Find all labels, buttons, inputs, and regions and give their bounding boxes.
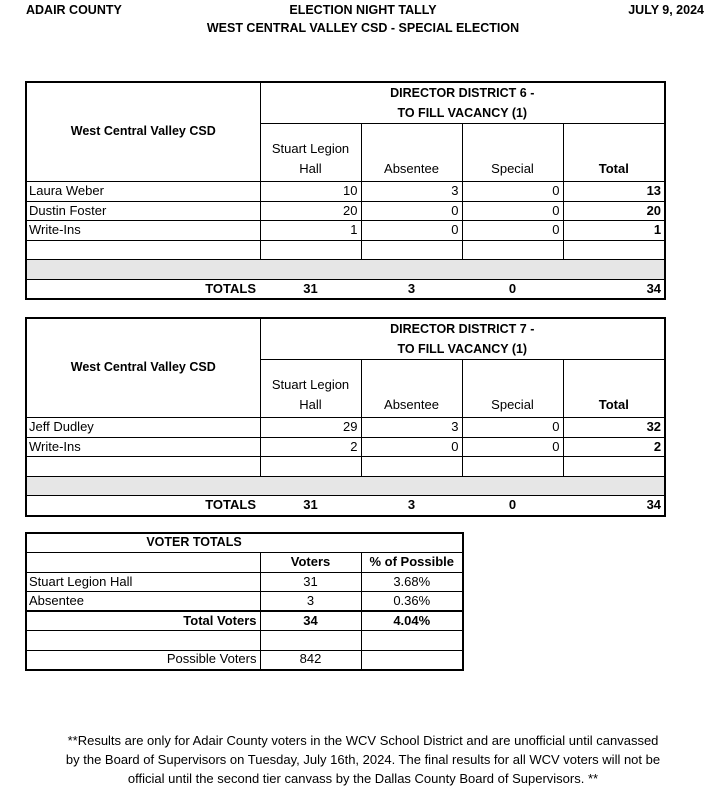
totals-row <box>26 496 665 516</box>
election-date: JULY 9, 2024 <box>628 3 704 17</box>
race-title-line2: TO FILL VACANCY (1) <box>397 106 528 120</box>
candidate-name: Laura Weber <box>26 182 260 202</box>
candidate-name: Dustin Foster <box>26 201 260 221</box>
totals-label: TOTALS <box>26 496 260 516</box>
possible-voters-label: Possible Voters <box>26 650 260 670</box>
possible-voters-value: 842 <box>260 650 361 670</box>
vote-count: 0 <box>462 221 563 241</box>
vote-count: 29 <box>260 418 361 438</box>
footnote-line: **Results are only for Adair County voters in the WCV School District and are unofficial until canvassed <box>67 733 659 748</box>
total-value: 3 <box>361 496 462 516</box>
candidate-name: Write-Ins <box>26 221 260 241</box>
blank-row <box>26 457 665 477</box>
column-header: Total <box>563 360 665 418</box>
table-row <box>26 182 665 202</box>
blank-row <box>26 631 463 651</box>
vote-total: 32 <box>563 418 665 438</box>
table-row <box>26 592 463 612</box>
total-value: 31 <box>260 496 361 516</box>
table-row <box>26 221 665 241</box>
vote-count: 0 <box>462 182 563 202</box>
vote-count: 20 <box>260 201 361 221</box>
vote-count: 1 <box>260 221 361 241</box>
candidate-name: Jeff Dudley <box>26 418 260 438</box>
column-header: Special <box>462 124 563 182</box>
location-name: Absentee <box>26 592 260 612</box>
vote-total: 20 <box>563 201 665 221</box>
column-header: Absentee <box>361 360 462 418</box>
percent-of-possible: 0.36% <box>361 592 463 612</box>
blank-row <box>26 240 665 260</box>
column-header: % of Possible <box>361 553 463 573</box>
total-voters-label: Total Voters <box>26 611 260 631</box>
total-value: 0 <box>462 496 563 516</box>
totals-label: TOTALS <box>26 279 260 299</box>
table-row <box>26 572 463 592</box>
vote-count: 10 <box>260 182 361 202</box>
voter-totals-table <box>25 532 464 671</box>
vote-count: 0 <box>462 201 563 221</box>
column-header: Stuart Legion Hall <box>260 124 361 182</box>
vote-count: 0 <box>361 201 462 221</box>
vote-total: 1 <box>563 221 665 241</box>
vote-count: 3 <box>361 418 462 438</box>
candidate-name: Write-Ins <box>26 437 260 457</box>
race-table-district-7 <box>25 317 666 517</box>
report-subtitle: WEST CENTRAL VALLEY CSD - SPECIAL ELECTION <box>206 21 520 35</box>
report-title: ELECTION NIGHT TALLY <box>289 3 437 17</box>
race-title <box>260 82 665 124</box>
column-header: Total <box>563 124 665 182</box>
race-table-district-6 <box>25 81 666 300</box>
total-value: 34 <box>563 496 665 516</box>
vote-count: 2 <box>260 437 361 457</box>
total-value: 3 <box>361 279 462 299</box>
voter-count: 3 <box>260 592 361 612</box>
total-voters-value: 34 <box>260 611 361 631</box>
race-title-line2: TO FILL VACANCY (1) <box>397 342 528 356</box>
table-row <box>26 418 665 438</box>
total-value: 34 <box>563 279 665 299</box>
vote-count: 3 <box>361 182 462 202</box>
footnote-line: official until the second tier canvass by the Dallas County Board of Supervisors. ** <box>127 771 599 786</box>
race-title-line1: DIRECTOR DISTRICT 6 - <box>390 86 535 100</box>
total-voters-row <box>26 611 463 631</box>
voter-count: 31 <box>260 572 361 592</box>
vote-count: 0 <box>462 437 563 457</box>
vote-count: 0 <box>361 437 462 457</box>
vote-count: 0 <box>361 221 462 241</box>
district-label: West Central Valley CSD <box>26 82 260 182</box>
race-title <box>260 318 665 360</box>
column-header: Voters <box>260 553 361 573</box>
total-value: 0 <box>462 279 563 299</box>
vote-total: 2 <box>563 437 665 457</box>
percent-of-possible: 3.68% <box>361 572 463 592</box>
separator-row <box>26 476 665 496</box>
table-row <box>26 201 665 221</box>
table-row <box>26 437 665 457</box>
race-title-line1: DIRECTOR DISTRICT 7 - <box>390 322 535 336</box>
vote-total: 13 <box>563 182 665 202</box>
possible-voters-row <box>26 650 463 670</box>
separator-row <box>26 260 665 280</box>
total-percent-value: 4.04% <box>361 611 463 631</box>
totals-row <box>26 279 665 299</box>
column-header: Absentee <box>361 124 462 182</box>
footnote-line: by the Board of Supervisors on Tuesday, July 16th, 2024. The final results for all WCV voters will not be <box>65 752 661 767</box>
total-value: 31 <box>260 279 361 299</box>
column-header: Special <box>462 360 563 418</box>
vote-count: 0 <box>462 418 563 438</box>
footnote <box>20 731 706 788</box>
district-label: West Central Valley CSD <box>26 318 260 418</box>
column-header: Stuart Legion Hall <box>260 360 361 418</box>
voter-totals-title: VOTER TOTALS <box>26 533 361 553</box>
county-label: ADAIR COUNTY <box>26 3 122 17</box>
location-name: Stuart Legion Hall <box>26 572 260 592</box>
